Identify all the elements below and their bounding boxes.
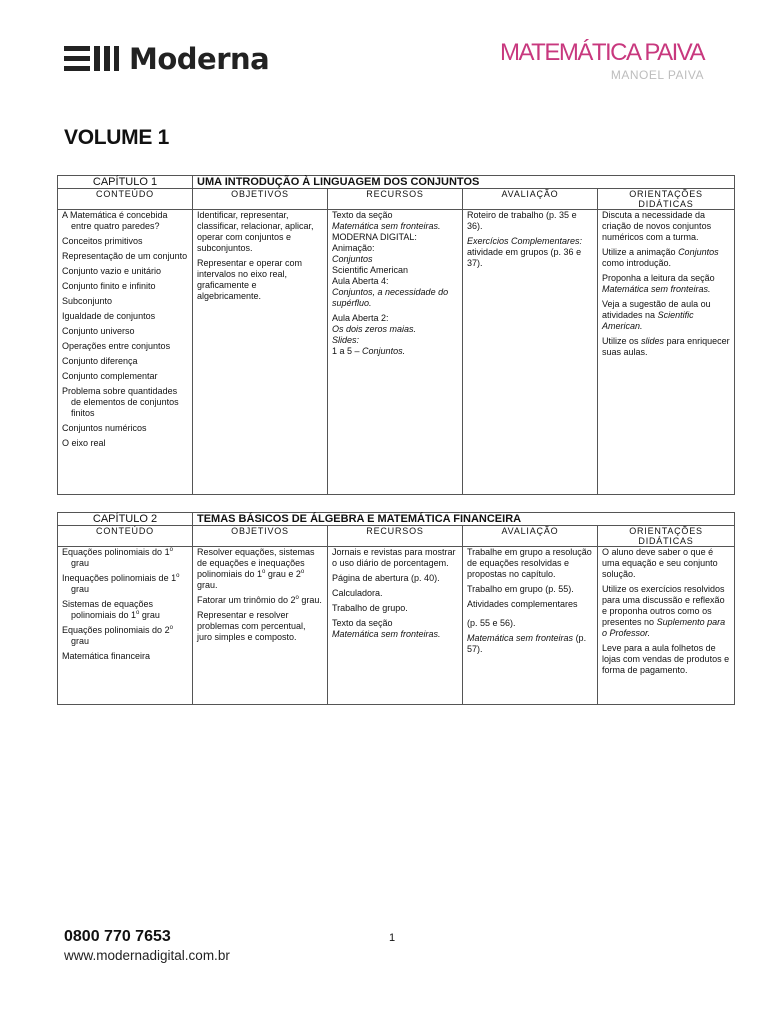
- evaluation-item: Matemática sem fronteiras (p. 57).: [467, 633, 587, 654]
- recursos-cell: [328, 547, 463, 705]
- objective-item: Representar e operar com intervalos no eixo real, graficamente e algebricamente.: [197, 258, 303, 301]
- guidance-item: Discuta a necessidade da criação de novos conjuntos numéricos com a turma.: [602, 210, 712, 242]
- list-item: O eixo real: [62, 438, 106, 448]
- objective-item: Fatorar um trinômio do 2$^o$ grau.: [197, 595, 322, 605]
- resource-item: Jornais e revistas para mostrar o uso diário de porcentagem.: [332, 547, 456, 568]
- list-item: Conjunto universo: [62, 326, 135, 336]
- guidance-item: Proponha a leitura da seção Matemática sem fronteiras.: [602, 273, 715, 294]
- chapter-title: UMA INTRODUÇÃO À LINGUAGEM DOS CONJUNTOS: [193, 176, 735, 189]
- chapter-content-row: [58, 547, 735, 705]
- resource-item: Calculadora.: [332, 588, 383, 598]
- recursos-cell: [328, 210, 463, 495]
- list-item: Inequações polinomiais de 1$^o$ grau: [62, 573, 180, 594]
- evaluation-item: Atividades complementares: [467, 599, 578, 609]
- conteudo-cell: [58, 547, 193, 705]
- chapter-header-row: [58, 176, 735, 189]
- resource-item: Trabalho de grupo.: [332, 603, 408, 613]
- brand-block: [500, 40, 704, 82]
- resource-item: Página de abertura (p. 40).: [332, 573, 440, 583]
- list-item: Conjunto diferença: [62, 356, 138, 366]
- chapter-header-row: [58, 513, 735, 526]
- conteudo-cell: [58, 210, 193, 495]
- list-item: Conjunto complementar: [62, 371, 158, 381]
- list-item: Equações polinomiais do 2$^o$ grau: [62, 625, 173, 646]
- resource-item: Aula Aberta 2: Os dois zeros maias.: [332, 313, 417, 334]
- moderna-logo-icon: [64, 45, 119, 73]
- orientacoes-cell: [598, 547, 735, 705]
- list-item: Sistemas de equações polinomiais do 1$^o$ grau: [62, 599, 160, 620]
- chapter-1-table: [57, 175, 735, 495]
- objective-item: Representar e resolver problemas com percentual, juro simples e composto.: [197, 610, 306, 642]
- volume-title: VOLUME 1: [64, 126, 169, 149]
- list-item: Equações polinomiais do 1$^o$ grau: [62, 547, 173, 568]
- orientacoes-cell: [598, 210, 735, 495]
- list-item: Igualdade de conjuntos: [62, 311, 156, 321]
- column-header-row: [58, 526, 735, 547]
- col-header-recursos: RECURSOS: [328, 189, 463, 210]
- brand-subtitle: MANOEL PAIVA: [610, 68, 704, 82]
- list-item: Subconjunto: [62, 296, 113, 306]
- guidance-item: Utilize a animação Conjuntos como introdução.: [602, 247, 719, 268]
- col-header-recursos: RECURSOS: [328, 526, 463, 547]
- objective-item: Identificar, representar, classificar, relacionar, aplicar, operar com conjuntos e subconjuntos.: [197, 210, 314, 253]
- brand-title: MATEMÁTICA PAIVA: [499, 39, 704, 66]
- list-item: Conceitos primitivos: [62, 236, 143, 246]
- list-item: A Matemática é concebida entre quatro paredes?: [62, 210, 168, 231]
- logo-text: Moderna: [129, 42, 270, 76]
- evaluation-item: Exercícios Complementares: atividade em grupos (p. 36 e 37).: [467, 236, 583, 268]
- resource-item: Slides:: [332, 335, 360, 345]
- chapter-label: CAPÍTULO 2: [58, 513, 193, 526]
- guidance-item: Utilize os slides para enriquecer suas aulas.: [602, 336, 730, 357]
- resource-item: Texto da seção Matemática sem fronteiras.: [332, 210, 441, 231]
- resource-item: Scientific American: [332, 265, 409, 275]
- col-header-conteudo: CONTEÚDO: [58, 526, 193, 547]
- col-header-avaliacao: AVALIAÇÃO: [463, 526, 598, 547]
- objective-item: Resolver equações, sistemas de equações e inequações polinomiais do 1$^o$ grau e 2$^o$ grau.: [197, 547, 315, 590]
- evaluation-item: Trabalho em grupo (p. 55).: [467, 584, 574, 594]
- list-item: Conjuntos numéricos: [62, 423, 147, 433]
- col-header-conteudo: CONTEÚDO: [58, 189, 193, 210]
- chapter-content-row: [58, 210, 735, 495]
- resource-item: MODERNA DIGITAL:: [332, 232, 417, 242]
- evaluation-item: Roteiro de trabalho (p. 35 e 36).: [467, 210, 577, 231]
- col-header-objetivos: OBJETIVOS: [193, 526, 328, 547]
- footer-website-link[interactable]: www.modernadigital.com.br: [64, 948, 230, 963]
- col-header-orientacoes: ORIENTAÇÕES DIDÁTICAS: [598, 189, 735, 210]
- guidance-item: Leve para a aula folhetos de lojas com vendas de produtos e forma de pagamento.: [602, 643, 730, 675]
- resource-item: 1 a 5 – Conjuntos.: [332, 346, 406, 356]
- page-number: 1: [389, 932, 396, 944]
- list-item: Problema sobre quantidades de elementos de conjuntos finitos: [62, 386, 179, 418]
- list-item: Representação de um conjunto: [62, 251, 188, 261]
- guidance-item: Utilize os exercícios resolvidos para uma discussão e reflexão e proponha outros como os presentes no Suplemento para o Professor.: [602, 584, 726, 638]
- resource-item: Aula Aberta 4: Conjuntos, a necessidade do supérfluo.: [332, 276, 449, 308]
- guidance-item: Veja a sugestão de aula ou atividades na Scientific American.: [602, 299, 711, 331]
- guidance-item: O aluno deve saber o que é uma equação e seu conjunto solução.: [602, 547, 718, 579]
- resource-item: Texto da seção Matemática sem fronteiras.: [332, 618, 441, 639]
- chapter-title: TEMAS BÁSICOS DE ÁLGEBRA E MATEMÁTICA FINANCEIRA: [193, 513, 735, 526]
- evaluation-item: (p. 55 e 56).: [467, 618, 516, 628]
- resource-item: Animação: Conjuntos: [332, 243, 375, 264]
- evaluation-item: Trabalhe em grupo a resolução de equações resolvidas e propostas no capítulo.: [467, 547, 592, 579]
- avaliacao-cell: [463, 547, 598, 705]
- list-item: Conjunto finito e infinito: [62, 281, 156, 291]
- objetivos-cell: [193, 210, 328, 495]
- chapter-2-table: [57, 512, 735, 705]
- footer-phone: 0800 770 7653: [64, 928, 171, 945]
- list-item: Matemática financeira: [62, 651, 151, 661]
- chapter-label: CAPÍTULO 1: [58, 176, 193, 189]
- column-header-row: [58, 189, 735, 210]
- moderna-logo: [64, 42, 269, 76]
- avaliacao-cell: [463, 210, 598, 495]
- list-item: Operações entre conjuntos: [62, 341, 171, 351]
- col-header-objetivos: OBJETIVOS: [193, 189, 328, 210]
- objetivos-cell: [193, 547, 328, 705]
- list-item: Conjunto vazio e unitário: [62, 266, 162, 276]
- col-header-avaliacao: AVALIAÇÃO: [463, 189, 598, 210]
- col-header-orientacoes: ORIENTAÇÕES DIDÁTICAS: [598, 526, 735, 547]
